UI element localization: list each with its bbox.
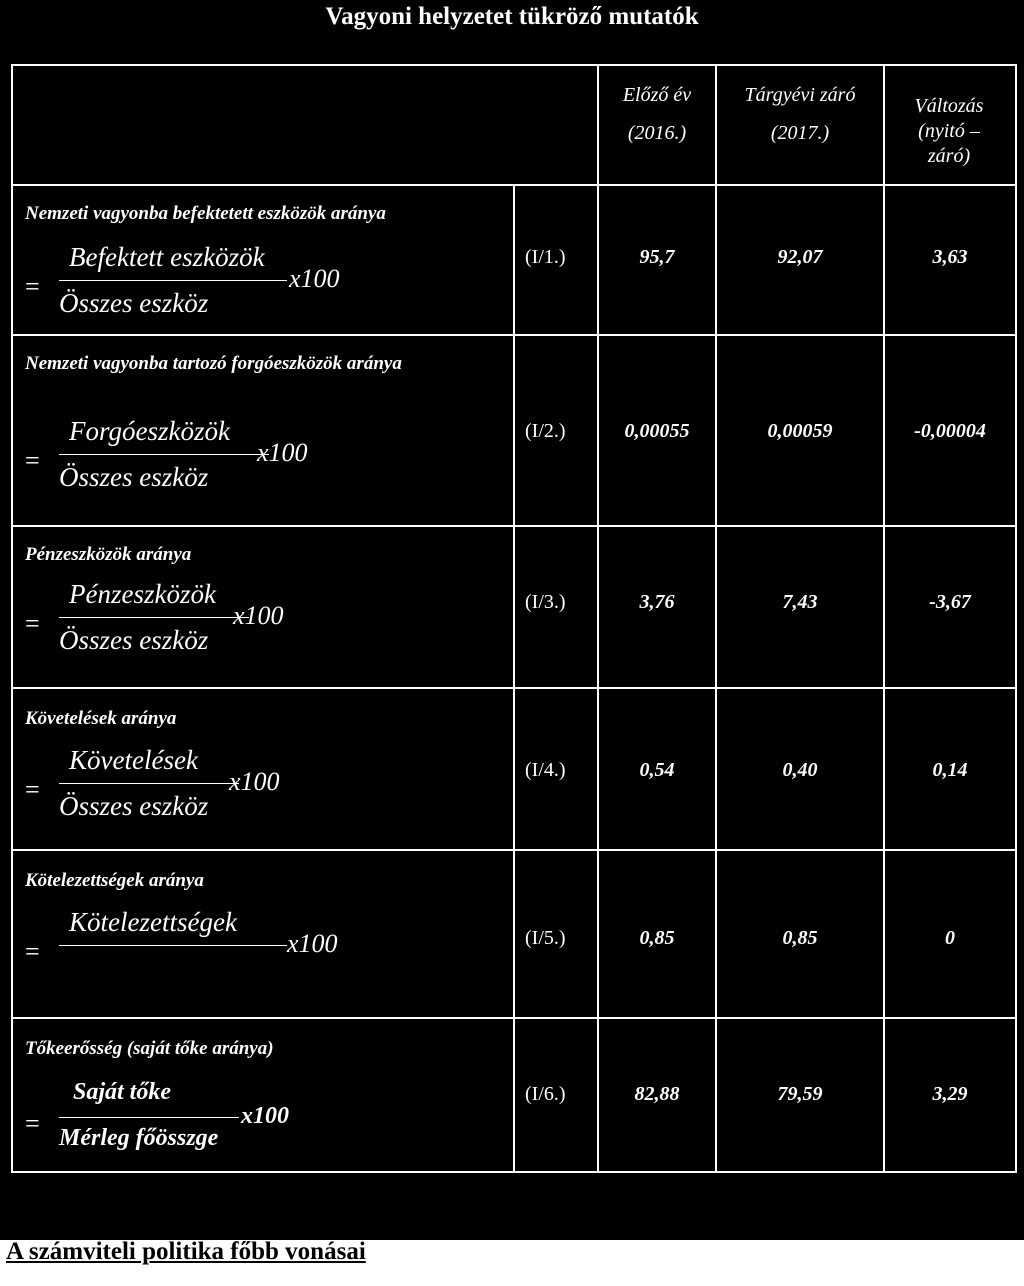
row-code: (I/3.) <box>525 591 566 613</box>
value-change: -3,67 <box>929 591 971 613</box>
value-prev-year: 95,7 <box>639 246 675 268</box>
formula-denominator: Összes eszköz <box>59 625 209 655</box>
row-title: Nemzeti vagyonba befektetett eszközök aránya <box>25 203 386 224</box>
formula-denominator: Összes eszköz <box>59 462 209 492</box>
formula-multiplier: x100 <box>289 264 340 293</box>
equals-sign: = <box>25 775 40 804</box>
section-heading: A számviteli politika főbb vonásai <box>6 1238 366 1265</box>
value-current-year: 7,43 <box>782 591 818 613</box>
value-current-year: 0,00059 <box>767 420 833 442</box>
page-title: Vagyoni helyzetet tükröző mutatók <box>0 0 1024 40</box>
fraction-bar <box>59 280 287 281</box>
fraction-bar <box>59 617 249 618</box>
row-code: (I/6.) <box>525 1083 566 1105</box>
value-prev-year: 3,76 <box>639 591 675 613</box>
value-prev-year: 0,54 <box>639 759 675 781</box>
formula-multiplier: x100 <box>233 601 284 630</box>
header-prev-year: Előző év (2016.) <box>622 84 692 144</box>
row-title: Tőkeerősség (saját tőke aránya) <box>25 1038 274 1059</box>
formula-numerator: Kötelezettségek <box>69 907 237 937</box>
header-change: Változás (nyitó – záró) <box>914 95 984 167</box>
row-code: (I/1.) <box>525 246 566 268</box>
equals-sign: = <box>25 1109 40 1138</box>
formula-numerator: Pénzeszközök <box>69 579 216 609</box>
formula-multiplier: x100 <box>229 767 280 796</box>
table-row <box>13 186 1015 334</box>
formula-denominator: Összes eszköz <box>59 791 209 821</box>
indicator-table <box>11 64 1017 1173</box>
formula-numerator: Forgóeszközök <box>69 416 230 446</box>
value-change: 0,14 <box>932 759 968 781</box>
formula-numerator: Befektett eszközök <box>69 242 265 272</box>
value-change: 3,63 <box>932 246 968 268</box>
formula-denominator: Mérleg főösszge <box>59 1125 219 1151</box>
value-prev-year: 0,00055 <box>624 420 690 442</box>
value-change: 0 <box>945 927 955 949</box>
equals-sign: = <box>25 609 40 638</box>
row-title: Pénzeszközök aránya <box>25 544 192 565</box>
value-prev-year: 82,88 <box>634 1083 680 1105</box>
formula-denominator: Összes eszköz <box>59 288 209 318</box>
formula-numerator: Követelések <box>69 745 198 775</box>
equals-sign: = <box>25 272 40 301</box>
ratio-formula <box>25 1079 505 1169</box>
ratio-formula <box>25 242 505 332</box>
value-current-year: 79,59 <box>777 1083 823 1105</box>
row-code: (I/5.) <box>525 927 566 949</box>
value-change: -0,00004 <box>914 420 986 442</box>
fraction-bar <box>59 454 269 455</box>
equals-sign: = <box>25 937 40 966</box>
row-code: (I/2.) <box>525 420 566 442</box>
formula-numerator: Saját tőke <box>73 1079 172 1105</box>
equals-sign: = <box>25 446 40 475</box>
fraction-bar <box>59 783 239 784</box>
formula-multiplier: x100 <box>241 1103 289 1129</box>
row-title: Nemzeti vagyonba tartozó forgóeszközök aránya <box>25 353 402 374</box>
value-current-year: 0,40 <box>782 759 818 781</box>
table-row <box>13 336 1015 525</box>
header-current-year: Tárgyévi záró (2017.) <box>744 84 856 144</box>
formula-multiplier: x100 <box>287 929 338 958</box>
value-prev-year: 0,85 <box>639 927 675 949</box>
table-row <box>13 689 1015 849</box>
row-title: Kötelezettségek aránya <box>25 870 204 891</box>
row-title: Követelések aránya <box>25 708 177 729</box>
fraction-bar <box>59 1117 239 1118</box>
table-row <box>13 1019 1015 1171</box>
value-change: 3,29 <box>932 1083 968 1105</box>
ratio-formula <box>25 745 505 835</box>
row-code: (I/4.) <box>525 759 566 781</box>
table-row <box>13 851 1015 1017</box>
value-current-year: 0,85 <box>782 927 818 949</box>
ratio-formula <box>25 907 505 997</box>
fraction-bar <box>59 945 287 946</box>
ratio-formula <box>25 579 505 669</box>
formula-multiplier: x100 <box>257 438 308 467</box>
table-row <box>13 527 1015 687</box>
ratio-formula <box>25 416 505 506</box>
value-current-year: 92,07 <box>777 246 823 268</box>
